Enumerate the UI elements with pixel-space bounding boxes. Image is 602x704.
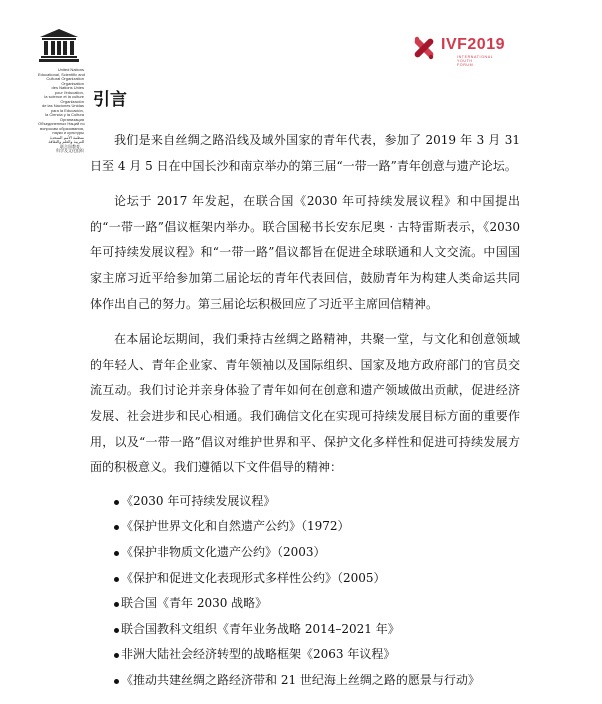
paragraph: 论坛于 2017 年发起，在联合国《2030 年可持续发展议程》和中国提出的“一带一路”倡议框架内举办。联合国秘书长安东尼奥 · 古特雷斯表示，《2030 年可持续发展议程》和“一带一路”倡议都旨在促进全球联通和人文交流。中国国家主席习近平给参加第二届论坛的青年代表回信，鼓励青年为构建人类命运共同体作出自己的努力。第三届论坛积极回应了习近平主席回信精神。 — [90, 194, 520, 311]
bullet-icon — [114, 653, 119, 658]
list-item — [90, 489, 520, 515]
page-title: 引言 — [93, 90, 127, 110]
bullet-icon — [114, 602, 119, 607]
unesco-name-line: Объединенных Наций по — [38, 121, 85, 126]
list-item — [90, 591, 520, 617]
unesco-name-line: pour l'éducation, — [54, 89, 84, 95]
unesco-name-line: науки и культуры — [52, 130, 84, 135]
list-item-text: 《保护世界文化和自然遗产公约》（1972） — [121, 519, 350, 534]
unesco-name-line: des Nations Unies — [51, 85, 84, 90]
unesco-name-line: Educational, Scientific and — [38, 71, 85, 77]
list-item — [90, 514, 520, 540]
bullet-icon — [114, 500, 119, 505]
unesco-name-line: Organización — [60, 98, 84, 104]
unesco-temple-icon — [38, 28, 80, 64]
unesco-name-line: للتربية والعلم والثقافة — [48, 139, 84, 144]
ivf-emblem-icon — [410, 34, 438, 62]
ivf-subtitle: INTERNATIONAL YOUTH FORUM — [457, 55, 494, 67]
list-item-text: 《推动共建丝绸之路经济带和 21 世纪海上丝绸之路的愿景与行动》 — [121, 672, 480, 687]
unesco-name-line: la Ciencia y la Cultura — [45, 112, 84, 117]
bullet-icon — [114, 679, 119, 684]
unesco-logo — [38, 28, 84, 154]
list-item — [90, 617, 520, 643]
unesco-name-block — [38, 68, 84, 154]
list-item-text: 联合国教科文组织《青年业务战略 2014–2021 年》 — [121, 621, 400, 636]
list-item-text: 非洲大陆社会经济转型的战略框架《2063 年议程》 — [121, 647, 396, 662]
paragraph: 我们是来自丝绸之路沿线及域外国家的青年代表，参加了 2019 年 3 月 31 日至 4 月 5 日在中国长沙和南京举办的第三届“一带一路”青年创意与遗产论坛。 — [90, 133, 520, 173]
list-item-text: 《保护和促进文化表现形式多样性公约》（2005） — [121, 570, 386, 585]
unesco-name-line: para la Educación, — [50, 107, 84, 113]
unesco-name-line: 科学及文化组织 — [56, 148, 84, 153]
unesco-name-line: منظمة الأمم المتحدة — [49, 134, 84, 140]
list-item-text: 《2030 年可持续发展议程》 — [121, 493, 276, 508]
unesco-name-line: Организация — [59, 116, 84, 122]
unesco-name-line: 联合国教育、 — [60, 143, 84, 149]
unesco-name-line: la science et la culture — [44, 94, 84, 99]
bullet-icon — [114, 551, 119, 556]
bullet-icon — [114, 577, 119, 582]
document-body — [90, 128, 520, 693]
list-item-text: 联合国《青年 2030 战略》 — [121, 596, 268, 611]
document-list — [90, 489, 520, 694]
list-item-text: 《保护非物质文化遗产公约》（2003） — [121, 544, 326, 559]
list-item — [90, 540, 520, 566]
unesco-name-line: de las Naciones Unidas — [41, 103, 84, 108]
list-item — [90, 642, 520, 668]
bullet-icon — [114, 525, 119, 530]
unesco-name-line: вопросам образования, — [40, 125, 84, 131]
unesco-name-line: Organisation — [61, 80, 84, 86]
unesco-name-line: Cultural Organization — [46, 76, 84, 81]
bullet-icon — [114, 628, 119, 633]
unesco-name-line: United Nations — [57, 67, 84, 72]
paragraph: 在本届论坛期间，我们秉持古丝绸之路精神，共聚一堂，与文化和创意领域的年轻人、青年企业家、青年领袖以及国际组织、国家及地方政府部门的官员交流互动。我们讨论并亲身体验了青年如何在创意和遗产领域做出贡献，促进经济发展、社会进步和民心相通。我们确信文化在实现可持续发展目标方面的重要作用，以及“一带一路”倡议对维护世界和平、保护文化多样性和促进可持续发展方面的积极意义。我们遵循以下文件倡导的精神： — [90, 332, 520, 475]
list-item — [90, 566, 520, 592]
ivf-wordmark: IVF2019 — [441, 36, 505, 53]
ivf-2019-logo — [410, 34, 530, 68]
list-item — [90, 668, 520, 694]
